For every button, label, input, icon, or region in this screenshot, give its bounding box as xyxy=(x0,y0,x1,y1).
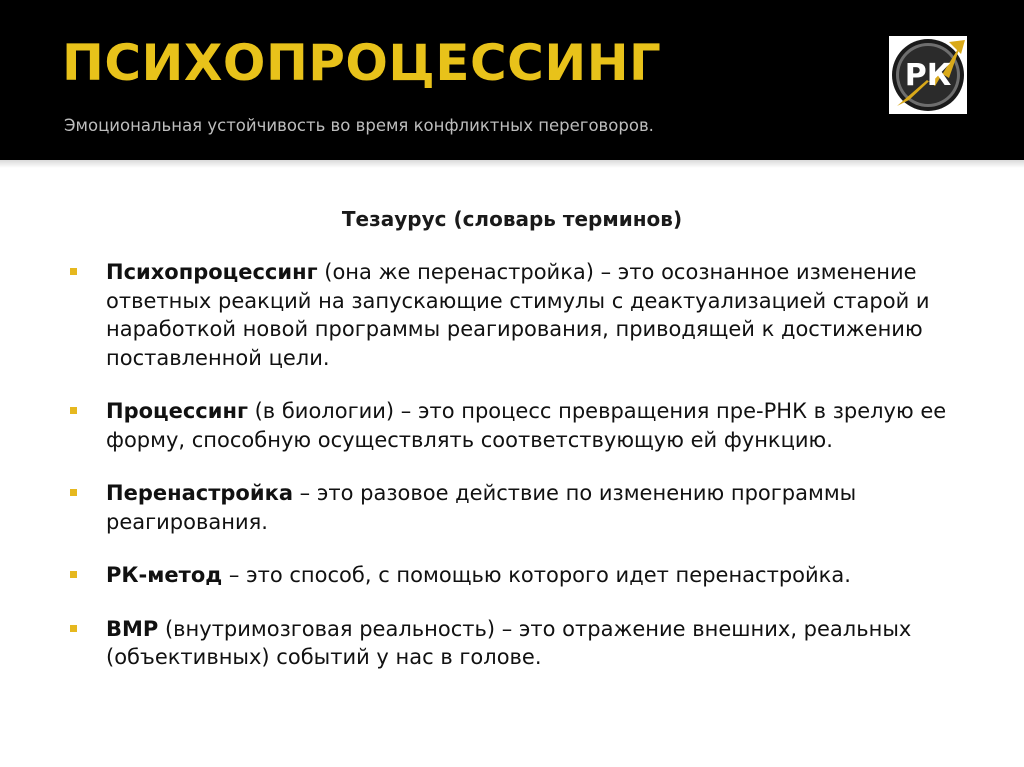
list-item xyxy=(70,615,950,672)
term-definition: – это способ, с помощью которого идет перенастройка. xyxy=(222,563,851,587)
bullet-square-icon xyxy=(70,407,77,414)
term-definition: (она же перенастройка) – это осознанное изменение ответных реакций на запускающие стимулы с деактуализацией старой и наработкой новой программы реагирования, приводящей к достижению поставленной цели. xyxy=(106,260,930,370)
bullet-square-icon xyxy=(70,268,77,275)
page-title: ПСИХОПРОЦЕССИНГ xyxy=(62,34,662,92)
logo-text: РК xyxy=(904,58,952,93)
term-definition: (в биологии) – это процесс превращения пре-РНК в зрелую ее форму, способную осуществлять соответствующую ей функцию. xyxy=(106,399,947,452)
header-divider xyxy=(0,160,1024,168)
term-label: Процессинг xyxy=(106,399,248,423)
list-item xyxy=(70,397,950,454)
bullet-square-icon xyxy=(70,625,77,632)
page-subtitle: Эмоциональная устойчивость во время конфликтных переговоров. xyxy=(64,116,654,135)
term-label: ВМР xyxy=(106,616,159,641)
term-label: РК-метод xyxy=(106,563,223,587)
term-definition: – это разовое действие по изменению программы реагирования. xyxy=(106,481,857,534)
list-item xyxy=(70,258,950,372)
header-bar xyxy=(0,0,1024,160)
term-label: Психопроцессинг xyxy=(106,260,318,284)
term-definition: (внутримозговая реальность) – это отражение внешних, реальных (объективных) событий у нас в голове. xyxy=(106,616,912,669)
terms-list xyxy=(70,258,950,672)
list-item xyxy=(70,479,950,536)
rk-logo-icon xyxy=(889,36,967,114)
list-item xyxy=(70,561,950,590)
section-title: Тезаурус (словарь терминов) xyxy=(341,207,683,231)
bullet-square-icon xyxy=(70,571,77,578)
bullet-square-icon xyxy=(70,489,77,496)
term-label: Перенастройка xyxy=(106,481,293,505)
